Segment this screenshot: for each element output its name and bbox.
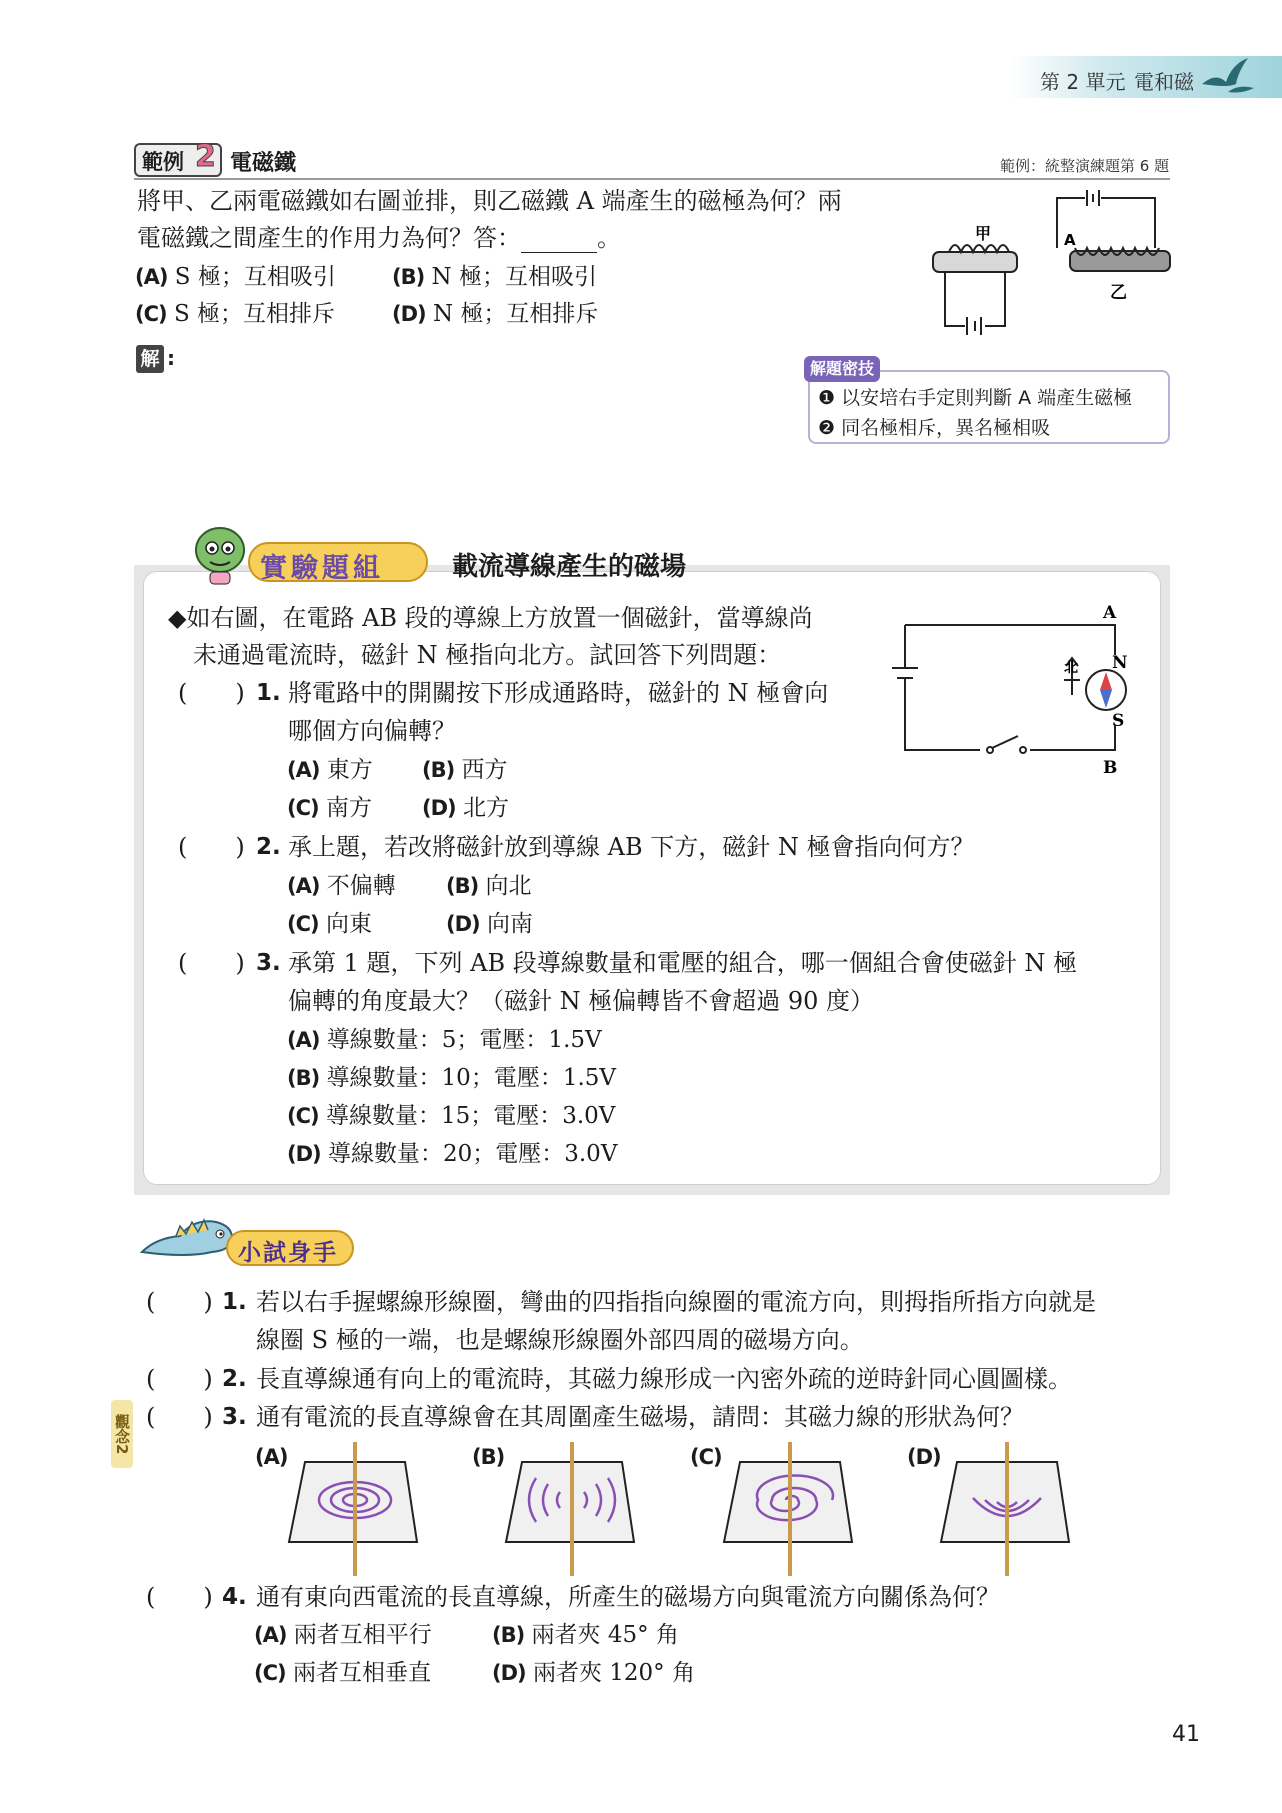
- lab-intro-line2: 未通過電流時，磁針 N 極指向北方。試回答下列問題：: [193, 641, 782, 669]
- circuit-figure: [880, 600, 1140, 780]
- lab-badge-text: 實驗題組: [260, 553, 384, 584]
- circuit-label-a: A: [1103, 603, 1117, 623]
- practice-q2-number: 2.: [222, 1366, 247, 1392]
- solution-colon: :: [167, 346, 175, 370]
- compass-label-n: N: [1112, 653, 1128, 673]
- practice-q2-line1: 長直導線通有向上的電流時，其磁力線形成一內密外疏的逆時針同心圓圖樣。: [256, 1365, 1072, 1393]
- practice-q4-option-b: (B) 兩者夾 45° 角: [492, 1622, 679, 1648]
- practice-q3-line1: 通有電流的長直導線會在其周圍產生磁場，請問：其磁力線的形狀為何？: [256, 1403, 1024, 1431]
- label-a: A: [1064, 231, 1076, 249]
- unit-title: 電和磁: [1134, 70, 1194, 94]
- example-title: 電磁鐵: [230, 151, 297, 176]
- q3-figure-letter-b: (B): [472, 1445, 505, 1469]
- practice-q4-option-c: (C) 兩者互相垂直: [254, 1660, 431, 1686]
- lab-q3-option-d: (D) 導線數量：20；電壓：3.0V: [287, 1141, 618, 1167]
- lab-intro-line1: ◆如右圖，在電路 AB 段的導線上方放置一個磁針，當導線尚: [168, 604, 813, 632]
- lab-q1-option-a: (A) 東方: [287, 757, 373, 783]
- example-option-b: (B) N 極；互相吸引: [392, 264, 597, 290]
- field-figure-d: [937, 1442, 1077, 1577]
- practice-q4-option-a: (A) 兩者互相平行: [254, 1622, 432, 1648]
- lab-q1-line1: 將電路中的開關按下形成通路時，磁針的 N 極會向: [288, 679, 829, 707]
- practice-q4-number: 4.: [222, 1584, 247, 1610]
- lab-q2-line1: 承上題，若改將磁針放到導線 AB 下方，磁針 N 極會指向何方？: [288, 833, 975, 861]
- example-option-d: (D) N 極；互相排斥: [392, 301, 599, 327]
- example-question-line2-text: 電磁鐵之間產生的作用力為何？答：: [137, 224, 521, 252]
- tip-item-1: ❶ 以安培右手定則判斷 A 端產生磁極: [818, 387, 1133, 409]
- tip-item-2: ❷ 同名極相斥，異名極相吸: [818, 417, 1051, 439]
- example-option-a: (A) S 極；互相吸引: [135, 264, 336, 290]
- practice-q3-number: 3.: [222, 1404, 247, 1430]
- page-number: 41: [1172, 1722, 1200, 1747]
- lab-q1-paren[interactable]: ( ): [178, 679, 245, 707]
- field-figure-b: [502, 1442, 642, 1577]
- lab-q1-line2: 哪個方向偏轉？: [288, 717, 456, 745]
- mascot-icon: [190, 520, 250, 586]
- answer-blank[interactable]: [521, 227, 597, 253]
- practice-q4-line1: 通有東向西電流的長直導線，所產生的磁場方向與電流方向關係為何？: [256, 1583, 1000, 1611]
- north-label: 北: [1064, 660, 1078, 676]
- option-letter: (D): [392, 302, 426, 326]
- example-reference: 範例：統整演練題第 6 題: [1000, 157, 1170, 175]
- q3-figure-letter-d: (D): [907, 1445, 941, 1469]
- lab-q2-option-b: (B) 向北: [446, 873, 532, 899]
- lab-q2-option-d: (D) 向南: [446, 911, 533, 937]
- practice-q1-number: 1.: [222, 1289, 247, 1315]
- lab-q3-paren[interactable]: ( ): [178, 949, 245, 977]
- lab-q3-option-c: (C) 導線數量：15；電壓：3.0V: [287, 1103, 616, 1129]
- compass-label-s: S: [1112, 711, 1125, 731]
- lab-q2-number: 2.: [256, 834, 281, 860]
- option-letter: (C): [135, 302, 167, 326]
- q3-figure-letter-a: (A): [255, 1445, 288, 1469]
- example-question-line2: [137, 223, 621, 253]
- practice-badge-text: 小試身手: [238, 1240, 338, 1266]
- example-badge-number: 2: [195, 139, 216, 174]
- lab-title: 載流導線產生的磁場: [452, 552, 687, 582]
- practice-q1-line2: 線圈 S 極的一端，也是螺線形線圈外部四周的磁場方向。: [256, 1326, 864, 1354]
- lab-q1-option-b: (B) 西方: [422, 757, 508, 783]
- bird-icon: [1198, 54, 1258, 98]
- example-rule: [134, 178, 1170, 180]
- lab-q2-option-c: (C) 向東: [287, 911, 372, 937]
- example-question-line1: 將甲、乙兩電磁鐵如右圖並排，則乙磁鐵 A 端產生的磁極為何？兩: [137, 187, 842, 215]
- lab-q3-line2: 偏轉的角度最大？（磁針 N 極偏轉皆不會超過 90 度）: [288, 987, 875, 1015]
- electromagnet-figure: [925, 186, 1180, 336]
- unit-label: 第 2 單元: [1040, 70, 1126, 94]
- label-yi: 乙: [1110, 283, 1127, 303]
- answer-suffix: 。: [597, 224, 621, 252]
- practice-q4-option-d: (D) 兩者夾 120° 角: [492, 1660, 695, 1686]
- field-figure-a: [285, 1442, 425, 1577]
- practice-q1-paren[interactable]: ( ): [146, 1288, 213, 1316]
- example-option-c: (C) S 極；互相排斥: [135, 301, 336, 327]
- field-figure-c: [720, 1442, 860, 1577]
- practice-q4-paren[interactable]: ( ): [146, 1583, 213, 1611]
- option-letter: (B): [392, 265, 425, 289]
- lab-q3-option-b: (B) 導線數量：10；電壓：1.5V: [287, 1065, 617, 1091]
- option-letter: (A): [135, 265, 168, 289]
- lab-q3-option-a: (A) 導線數量：5；電壓：1.5V: [287, 1027, 602, 1053]
- lab-q1-option-c: (C) 南方: [287, 795, 372, 821]
- lab-q3-number: 3.: [256, 950, 281, 976]
- side-tab: 觀念2: [111, 1400, 133, 1468]
- lab-q2-option-a: (A) 不偏轉: [287, 873, 396, 899]
- lab-q1-option-d: (D) 北方: [422, 795, 509, 821]
- q3-figure-letter-c: (C): [690, 1445, 722, 1469]
- lab-q3-line1: 承第 1 題，下列 AB 段導線數量和電壓的組合，哪一個組合會使磁針 N 極: [288, 949, 1078, 977]
- tip-title-tag: 解題密技: [804, 356, 880, 382]
- lab-q2-paren[interactable]: ( ): [178, 833, 245, 861]
- label-jia: 甲: [975, 224, 992, 243]
- example-badge-word: 範例: [142, 150, 184, 174]
- circuit-label-b: B: [1103, 758, 1118, 778]
- practice-q1-line1: 若以右手握螺線形線圈，彎曲的四指指向線圈的電流方向，則拇指所指方向就是: [256, 1288, 1096, 1316]
- lab-q1-number: 1.: [256, 680, 281, 706]
- practice-q3-paren[interactable]: ( ): [146, 1403, 213, 1431]
- solution-label: 解: [136, 345, 164, 373]
- practice-q2-paren[interactable]: ( ): [146, 1365, 213, 1393]
